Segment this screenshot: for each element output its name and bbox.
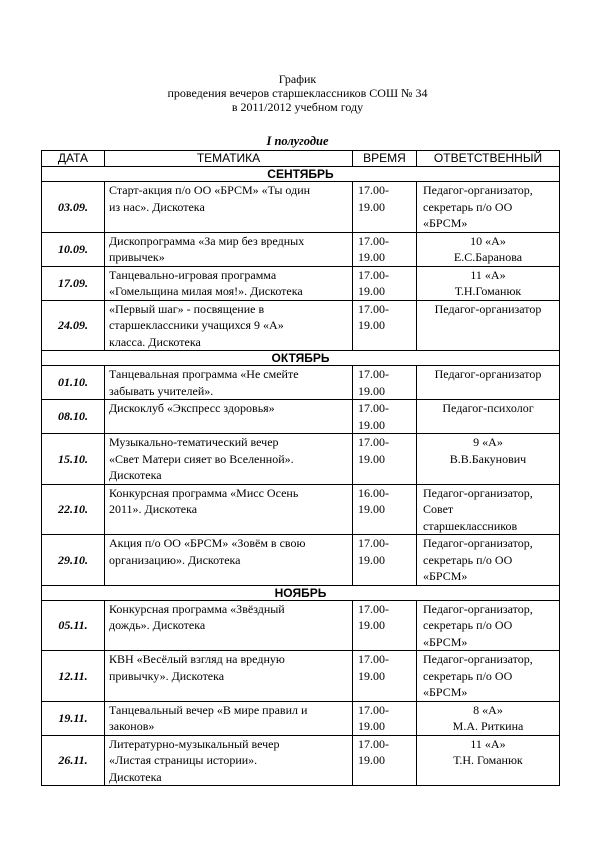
event-responsible-line: «БРСМ» — [423, 685, 468, 699]
event-responsible — [417, 535, 560, 586]
event-responsible — [417, 434, 560, 485]
table-row — [42, 701, 560, 735]
event-responsible-line: Педагог-психолог — [442, 401, 534, 415]
event-responsible-line: секретарь п/о ОО — [423, 552, 513, 567]
table-row — [42, 266, 560, 300]
event-date: 26.11. — [42, 735, 105, 786]
event-time — [353, 232, 417, 266]
event-topic — [105, 232, 353, 266]
event-date: 10.09. — [42, 232, 105, 266]
event-responsible-line: Педагог-организатор — [434, 367, 542, 381]
month-row — [42, 585, 560, 600]
event-date: 24.09. — [42, 300, 105, 351]
event-responsible-line: Педагог-организатор, — [423, 183, 533, 197]
event-topic-line: 2011». Дискотека — [109, 502, 198, 516]
event-responsible — [417, 600, 560, 651]
event-time-line: 17.00- — [358, 267, 389, 282]
event-topic — [105, 651, 353, 702]
event-responsible — [417, 232, 560, 266]
event-responsible-line: секретарь п/о ОО — [423, 618, 513, 632]
event-topic — [105, 484, 353, 535]
table-row — [42, 300, 560, 351]
month-row — [42, 351, 560, 366]
event-time — [353, 651, 417, 702]
event-topic-line: Старт-акция п/о ОО «БРСМ» «Ты один — [109, 183, 311, 197]
event-date: 19.11. — [42, 701, 105, 735]
event-responsible — [417, 701, 560, 735]
event-topic-line: Танцевальный вечер «В мире правил и — [109, 702, 308, 717]
table-row — [42, 600, 560, 651]
column-header-topic: ТЕМАТИКА — [105, 151, 353, 167]
event-time — [353, 182, 417, 233]
event-time-line: 19.00 — [358, 318, 385, 332]
event-time-line: 19.00 — [358, 284, 385, 298]
column-header-responsible: ОТВЕТСТВЕННЫЙ — [417, 151, 560, 167]
event-topic-line: Дискоклуб «Экспресс здоровья» — [109, 401, 275, 415]
column-header-date: ДАТА — [42, 151, 105, 167]
event-responsible — [417, 182, 560, 233]
event-time-line: 16.00- — [358, 485, 389, 500]
event-responsible — [417, 400, 560, 434]
event-responsible — [417, 735, 560, 786]
event-responsible — [417, 366, 560, 400]
event-topic-line: старшеклассники учащихся 9 «А» — [109, 318, 284, 332]
event-responsible-line: 8 «А» — [473, 702, 503, 717]
table-row — [42, 182, 560, 233]
event-responsible-line: 11 «А» — [470, 736, 506, 751]
event-responsible-line: 10 «А» — [470, 233, 506, 248]
event-time-line: 19.00 — [358, 250, 385, 264]
event-topic-line: Литературно-музыкальный вечер — [109, 736, 280, 751]
event-time-line: 19.00 — [358, 618, 385, 632]
event-responsible-line: «БРСМ» — [423, 216, 468, 230]
event-date: 05.11. — [42, 600, 105, 651]
document-school-year: в 2011/2012 учебном году — [231, 100, 364, 114]
event-time-line: 19.00 — [358, 451, 385, 466]
event-responsible-line: Педагог-организатор, — [423, 536, 533, 550]
event-topic-line: Танцевально-игровая программа — [109, 267, 277, 282]
event-topic-line: забывать учителей». — [109, 383, 214, 398]
event-responsible — [417, 651, 560, 702]
event-responsible-line: В.В.Бакунович — [449, 451, 527, 466]
semester-heading: I полугодие — [266, 134, 329, 148]
event-topic-line: «Первый шаг» - посвящение в — [109, 301, 265, 316]
event-responsible — [417, 484, 560, 535]
table-row — [42, 484, 560, 535]
event-responsible-line: 11 «А» — [470, 267, 506, 282]
event-time — [353, 735, 417, 786]
event-topic — [105, 735, 353, 786]
event-responsible-line: Т.Н. Гоманюк — [453, 753, 523, 767]
event-topic-line: Дископрограмма «За мир без вредных — [109, 233, 305, 248]
event-responsible-line: Педагог-организатор, — [423, 601, 533, 616]
table-header-row — [42, 151, 560, 167]
event-time-line: 19.00 — [358, 502, 385, 516]
event-responsible-line: Педагог-организатор, — [423, 485, 533, 500]
event-time — [353, 366, 417, 400]
event-date: 15.10. — [42, 434, 105, 485]
event-topic-line: законов» — [109, 719, 155, 733]
event-time-line: 17.00- — [358, 601, 389, 616]
event-date: 03.09. — [42, 182, 105, 233]
event-topic — [105, 535, 353, 586]
event-date: 08.10. — [42, 400, 105, 434]
event-responsible — [417, 300, 560, 351]
event-topic — [105, 701, 353, 735]
event-topic-line: привычек» — [109, 250, 165, 264]
event-time — [353, 300, 417, 351]
event-topic-line: Акция п/о ОО «БРСМ» «Зовём в свою — [109, 536, 306, 550]
event-topic — [105, 182, 353, 233]
event-time-line: 17.00- — [358, 536, 389, 550]
event-time-line: 17.00- — [358, 435, 389, 449]
table-row — [42, 434, 560, 485]
event-topic — [105, 266, 353, 300]
event-responsible-line: Совет — [423, 502, 454, 516]
event-topic-line: дождь». Дискотека — [109, 618, 206, 632]
table-row — [42, 400, 560, 434]
event-date: 17.09. — [42, 266, 105, 300]
table-row — [42, 535, 560, 586]
event-responsible-line: Т.Н.Гоманюк — [454, 284, 522, 298]
event-date: 22.10. — [42, 484, 105, 535]
event-topic — [105, 300, 353, 351]
event-topic-line: КВН «Весёлый взгляд на вредную — [109, 652, 285, 666]
event-time-line: 19.00 — [358, 753, 385, 767]
event-time-line: 19.00 — [358, 199, 385, 214]
document-title: График — [278, 72, 317, 86]
event-time-line: 17.00- — [358, 183, 389, 197]
event-responsible-line: старшеклассников — [423, 518, 518, 533]
event-topic-line: класса. Дискотека — [109, 334, 201, 349]
month-label: СЕНТЯБРЬ — [42, 167, 560, 182]
event-topic — [105, 434, 353, 485]
event-topic — [105, 400, 353, 434]
month-label: ОКТЯБРЬ — [42, 351, 560, 366]
event-responsible — [417, 266, 560, 300]
event-time — [353, 434, 417, 485]
event-responsible-line: М.А. Риткина — [452, 719, 524, 733]
month-row — [42, 167, 560, 182]
event-topic — [105, 366, 353, 400]
event-topic-line: «Гомельщина милая моя!». Дискотека — [109, 284, 303, 298]
event-topic-line: привычку». Дискотека — [109, 668, 225, 683]
event-time — [353, 266, 417, 300]
event-time — [353, 600, 417, 651]
event-topic — [105, 600, 353, 651]
table-row — [42, 651, 560, 702]
event-date: 29.10. — [42, 535, 105, 586]
month-label: НОЯБРЬ — [42, 585, 560, 600]
event-time — [353, 400, 417, 434]
event-time-line: 17.00- — [358, 367, 389, 381]
event-date: 01.10. — [42, 366, 105, 400]
event-responsible-line: 9 «А» — [473, 435, 503, 449]
event-responsible-line: Е.С.Баранова — [453, 250, 523, 264]
event-time-line: 19.00 — [358, 552, 385, 567]
event-topic-line: Конкурсная программа «Мисс Осень — [109, 485, 299, 500]
event-topic-line: «Свет Матери сияет во Вселенной». — [109, 451, 294, 466]
table-row — [42, 735, 560, 786]
schedule-table — [41, 150, 560, 786]
event-topic-line: «Листая страницы истории». — [109, 753, 258, 767]
event-topic-line: из нас». Дискотека — [109, 199, 205, 214]
event-time-line: 17.00- — [358, 702, 389, 717]
table-row — [42, 232, 560, 266]
event-responsible-line: Педагог-организатор — [434, 301, 542, 316]
event-topic-line: Дискотека — [109, 769, 162, 784]
table-row — [42, 366, 560, 400]
event-time — [353, 701, 417, 735]
event-time-line: 19.00 — [358, 383, 385, 398]
event-time-line: 17.00- — [358, 401, 389, 415]
event-responsible-line: секретарь п/о ОО — [423, 199, 513, 214]
event-time-line: 19.00 — [358, 668, 385, 683]
event-time-line: 17.00- — [358, 652, 389, 666]
event-topic-line: Дискотека — [109, 468, 162, 482]
event-responsible-line: «БРСМ» — [423, 569, 468, 583]
event-time-line: 17.00- — [358, 233, 389, 248]
event-time-line: 17.00- — [358, 736, 389, 751]
event-responsible-line: Педагог-организатор, — [423, 652, 533, 666]
column-header-time: ВРЕМЯ — [353, 151, 417, 167]
event-topic-line: организацию». Дискотека — [109, 552, 241, 567]
event-time-line: 17.00- — [358, 301, 389, 316]
event-date: 12.11. — [42, 651, 105, 702]
event-time — [353, 484, 417, 535]
event-topic-line: Музыкально-тематический вечер — [109, 435, 279, 449]
document-subtitle: проведения вечеров старшеклассников СОШ № 34 — [167, 86, 428, 100]
schedule-body — [42, 167, 560, 786]
event-responsible-line: секретарь п/о ОО — [423, 668, 513, 683]
event-time-line: 19.00 — [358, 719, 385, 733]
event-responsible-line: «БРСМ» — [423, 634, 468, 649]
event-topic-line: Конкурсная программа «Звёздный — [109, 601, 285, 616]
event-topic-line: Танцевальная программа «Не смейте — [109, 367, 299, 381]
event-time — [353, 535, 417, 586]
event-time-line: 19.00 — [358, 417, 385, 432]
